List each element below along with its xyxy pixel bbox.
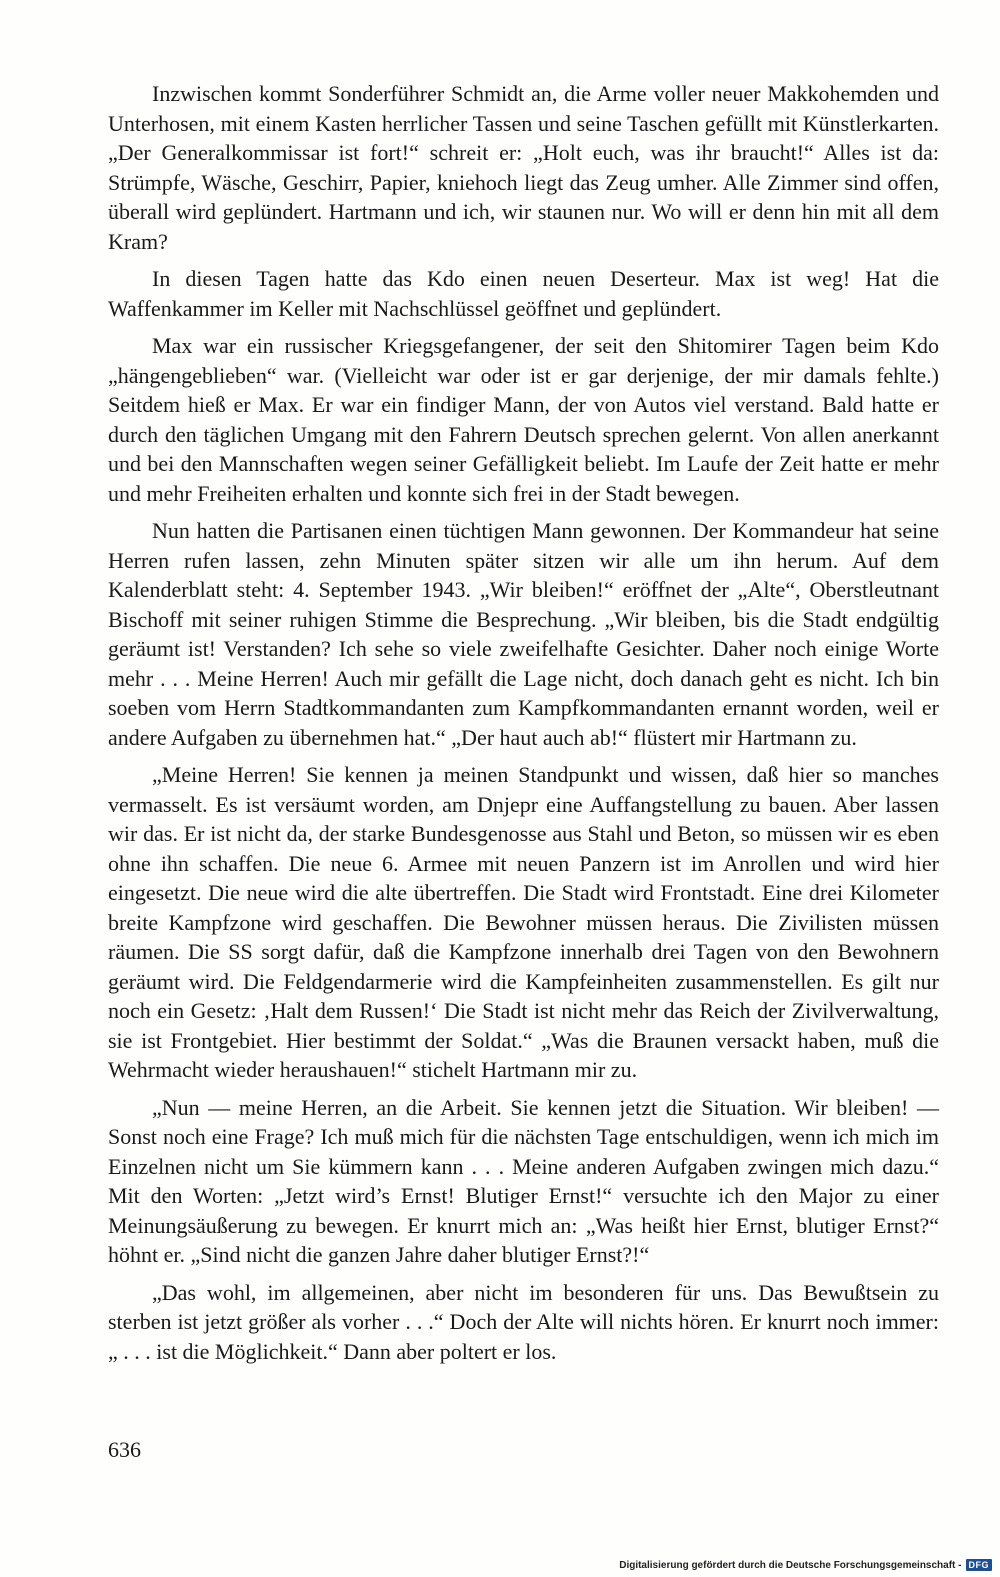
body-text: [108, 79, 939, 1374]
dfg-logo: DFG: [966, 1559, 993, 1571]
paragraph: Nun hatten die Partisanen einen tüchtigen Mann gewonnen. Der Kommandeur hat seine Herren rufen lassen, zehn Minuten später sitzen wir alle um ihn herum. Auf dem Kalenderblatt steht: 4. September 1943. „Wir bleiben!“ eröffnet der „Alte“, Oberstleutnant Bischoff mit seiner ruhigen Stimme die Besprechung. „Wir bleiben, bis die Stadt endgültig geräumt ist! Verstanden? Ich sehe so viele zweifelhafte Gesichter. Daher noch einige Worte mehr . . . Meine Herren! Auch mir gefällt die Lage nicht, doch danach geht es nicht. Ich bin soeben vom Herrn Stadtkommandanten zum Kampfkommandanten ernannt worden, weil er andere Aufgaben zu übernehmen hat.“ „Der haut auch ab!“ flüstert mir Hartmann zu.: [108, 518, 939, 750]
paragraph: „Nun — meine Herren, an die Arbeit. Sie kennen jetzt die Situation. Wir bleiben! — Sonst noch eine Frage? Ich muß mich für die nächsten Tage entschuldigen, wenn ich mich im Einzelnen nicht um Sie kümmern kann . . . Meine anderen Aufgaben zwingen mich dazu.“ Mit den Worten: „Jetzt wird’s Ernst! Blutiger Ernst!“ versuchte ich den Major zu einer Meinungsäußerung zu bewegen. Er knurrt mich an: „Was heißt hier Ernst, blutiger Ernst?“ höhnt er. „Sind nicht die ganzen Jahre daher blutiger Ernst?!“: [108, 1094, 939, 1267]
paragraph: In diesen Tagen hatte das Kdo einen neuen Deserteur. Max ist weg! Hat die Waffenkammer im Keller mit Nachschlüssel geöffnet und geplündert.: [108, 266, 939, 321]
paragraph: Inzwischen kommt Sonderführer Schmidt an, die Arme voller neuer Makkohemden und Unterhosen, mit einem Kasten herrlicher Tassen und seine Taschen gefüllt mit Künstlerkarten. „Der Generalkommissar ist fort!“ schreit er: „Holt euch, was ihr braucht!“ Alles ist da: Strümpfe, Wäsche, Geschirr, Papier, kniehoch liegt das Zeug umher. Alle Zimmer sind offen, überall wird geplündert. Hartmann und ich, wir staunen nur. Wo will er denn hin mit all dem Kram?: [108, 81, 939, 254]
digitization-footer: [619, 1559, 992, 1571]
paragraph: „Das wohl, im allgemeinen, aber nicht im besonderen für uns. Das Bewußtsein zu sterben ist jetzt größer als vorher . . .“ Doch der Alte will nichts hören. Er knurrt noch immer: „ . . . ist die Möglichkeit.“ Dann aber poltert er los.: [108, 1279, 939, 1364]
page-number: 636: [108, 1437, 141, 1462]
paragraph: Max war ein russischer Kriegsgefangener, der seit den Shitomirer Tagen beim Kdo „hängengeblieben“ war. (Vielleicht war oder ist er gar derjenige, der mir damals fehlte.) Seitdem hieß er Max. Er war ein findiger Mann, der von Autos viel verstand. Bald hatte er durch den täglichen Umgang mit den Fahrern Deutsch sprechen gelernt. Von allen anerkannt und bei den Mannschaften wegen seiner Gefälligkeit beliebt. Im Laufe der Zeit hatte er mehr und mehr Freiheiten erhalten und konnte sich frei in der Stadt bewegen.: [108, 333, 939, 506]
paragraph: „Meine Herren! Sie kennen ja meinen Standpunkt und wissen, daß hier so manches vermasselt. Es ist versäumt worden, am Dnjepr eine Auffangstellung zu bauen. Aber lassen wir das. Er ist nicht da, der starke Bundesgenosse aus Stahl und Beton, so müssen wir es eben ohne ihn schaffen. Die neue 6. Armee mit neuen Panzern ist im Anrollen und wird hier eingesetzt. Die neue wird die alte übertreffen. Die Stadt wird Frontstadt. Eine drei Kilometer breite Kampfzone wird geschaffen. Die Bewohner müssen heraus. Die Zivilisten müssen räumen. Die SS sorgt dafür, daß die Kampfzone innerhalb drei Tagen von den Bewohnern geräumt wird. Die Feldgendarmerie wird die Kampfeinheiten zusammenstellen. Es gilt nur noch ein Gesetz: ‚Halt dem Russen!‘ Die Stadt ist nicht mehr das Reich der Zivilverwaltung, sie ist Frontgebiet. Hier bestimmt der Soldat.“ „Was die Braunen versackt haben, muß die Wehrmacht wieder heraushauen!“ stichelt Hartmann mir zu.: [108, 762, 939, 1082]
footer-text: Digitalisierung gefördert durch die Deutsche Forschungsgemeinschaft -: [619, 1559, 962, 1571]
